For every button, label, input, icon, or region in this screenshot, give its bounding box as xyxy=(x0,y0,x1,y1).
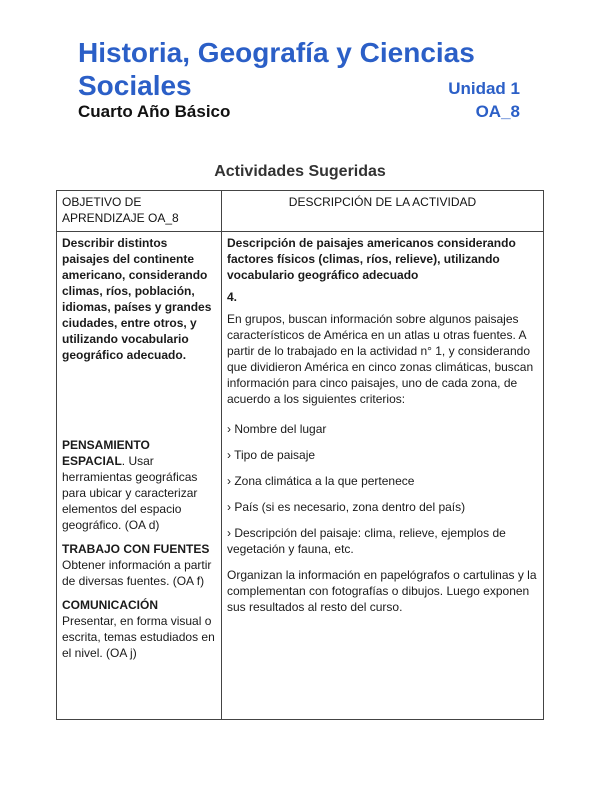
activity-table xyxy=(56,190,544,720)
skill-spatial-thinking xyxy=(62,437,216,533)
skill-text: Obtener información a partir de diversas fuentes. (OA f) xyxy=(62,558,212,588)
skill-sources xyxy=(62,541,216,589)
activity-closing: Organizan la información en papelógrafos o cartulinas y la complementan con fotografías o dibujos. Luego exponen sus resultados al resto del curso. xyxy=(227,568,537,614)
skill-title: PENSAMIENTO ESPACIAL xyxy=(62,438,150,468)
table-header-row xyxy=(57,191,544,232)
activity-number: 4. xyxy=(227,290,238,304)
skill-text: . Usar herramientas geográficas para ubicar y caracterizar elementos del espacio geográfico. (OA d) xyxy=(62,454,198,532)
objective-cell xyxy=(57,232,222,720)
activity-intro: En grupos, buscan información sobre algunos paisajes característicos de América en un atlas u otras fuentes. A partir de lo trabajado en la actividad n° 1, y considerando que dividieron América en cinco zonas climáticas, buscan información para cinco paisajes, uno de cada zona, de acuerdo a los siguientes criterios: xyxy=(227,312,534,406)
skill-text: Presentar, en forma visual o escrita, temas estudiados en el nivel. (OA j) xyxy=(62,614,215,660)
criterion-item: › Tipo de paisaje xyxy=(227,448,316,462)
table-row xyxy=(57,232,544,720)
oa-code: OA_8 xyxy=(475,102,520,121)
criterion-item: › Nombre del lugar xyxy=(227,422,327,436)
section-title: Actividades Sugeridas xyxy=(214,163,386,180)
criterion-item: › Zona climática a la que pertenece xyxy=(227,474,415,488)
skill-communication xyxy=(62,597,216,661)
unit-label: Unidad 1 xyxy=(448,79,520,98)
criterion-item: › País (si es necesario, zona dentro del país) xyxy=(227,500,466,514)
skill-title: TRABAJO CON FUENTES xyxy=(62,542,210,556)
description-column-header: DESCRIPCIÓN DE LA ACTIVIDAD xyxy=(222,191,544,232)
description-cell xyxy=(222,232,544,720)
objective-column-header: OBJETIVO DE APRENDIZAJE OA_8 xyxy=(57,191,222,232)
activity-title: Descripción de paisajes americanos considerando factores físicos (climas, ríos, relieve), utilizando vocabulario geográfico adecuado xyxy=(227,236,516,282)
objective-text: Describir distintos paisajes del continente americano, considerando climas, ríos, población, idiomas, países y grandes ciudades, entre otros, y utilizando vocabulario geográfico adecuado. xyxy=(62,236,212,362)
document-title-line1: Historia, Geografía y Ciencias xyxy=(78,37,475,68)
document-title-line2: Sociales xyxy=(78,70,192,101)
skill-title: COMUNICACIÓN xyxy=(62,598,158,612)
grade-label: Cuarto Año Básico xyxy=(78,102,231,121)
criterion-item: › Descripción del paisaje: clima, relieve, ejemplos de vegetación y fauna, etc. xyxy=(227,526,506,556)
